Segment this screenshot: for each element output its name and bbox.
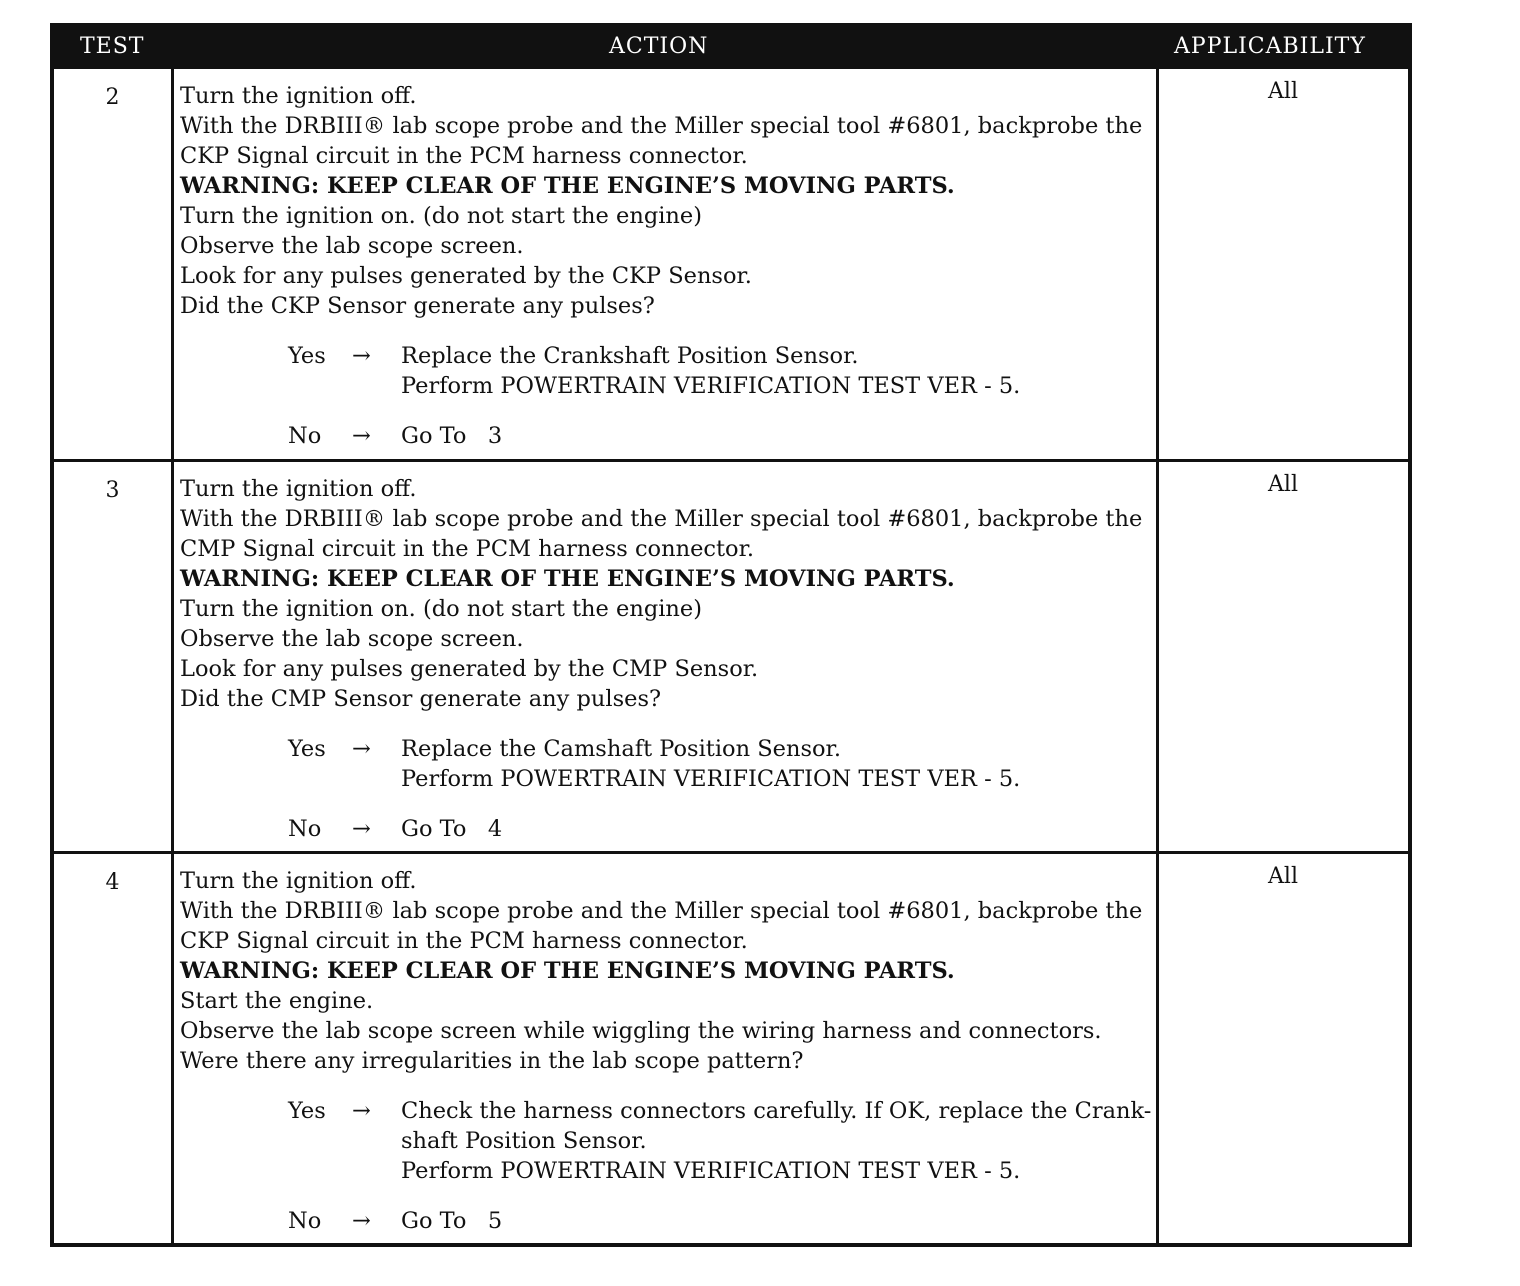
warning-text: WARNING: KEEP CLEAR OF THE ENGINE’S MOVING PARTS. [180,958,955,984]
yes-text [401,734,1161,794]
action-line: Observe the lab scope screen while wiggling the wiring harness and connectors. [180,1018,1102,1044]
yes-label: Yes [288,343,326,369]
yes-result [180,734,1155,794]
yes-line: Replace the Crankshaft Position Sensor. [401,343,859,369]
applicability-value: All [1268,472,1298,497]
action-line: Observe the lab scope screen. [180,233,524,259]
yes-line: Check the harness connectors carefully. If OK, replace the Crank- [401,1098,1152,1124]
action-line: With the DRBIII® lab scope probe and the Miller special tool #6801, backprobe the [180,113,1143,139]
no-label: No [288,816,322,842]
applicability-value: All [1268,864,1298,889]
test-number: 3 [105,478,120,503]
table-header [54,27,1408,69]
action-line: Turn the ignition on. (do not start the engine) [180,203,703,229]
test-number: 4 [105,870,120,895]
yes-line: Perform POWERTRAIN VERIFICATION TEST VER - 5. [401,1158,1021,1184]
yes-text [401,1096,1161,1186]
action-line: CKP Signal circuit in the PCM harness connector. [180,928,748,954]
test-number: 2 [105,85,120,110]
action-line: With the DRBIII® lab scope probe and the Miller special tool #6801, backprobe the [180,506,1143,532]
yes-label: Yes [288,736,326,762]
yes-label: Yes [288,1098,326,1124]
no-label: No [288,1208,322,1234]
table-row [54,459,1408,854]
no-label: No [288,423,322,449]
warning-text: WARNING: KEEP CLEAR OF THE ENGINE’S MOVING PARTS. [180,173,955,199]
action-cell [180,866,1155,1236]
yes-line: Perform POWERTRAIN VERIFICATION TEST VER - 5. [401,766,1021,792]
no-result [180,1206,1155,1236]
no-text: Go To 5 [401,1208,503,1234]
action-line: Look for any pulses generated by the CMP Sensor. [180,656,759,682]
yes-text [401,341,1161,401]
action-line: Were there any irregularities in the lab scope pattern? [180,1048,804,1074]
yes-result [180,1096,1155,1186]
no-text: Go To 4 [401,816,503,842]
warning-text: WARNING: KEEP CLEAR OF THE ENGINE’S MOVING PARTS. [180,566,955,592]
action-line: Did the CMP Sensor generate any pulses? [180,686,662,712]
action-cell [180,81,1155,451]
diagnostic-test-table [50,23,1412,1247]
action-line: With the DRBIII® lab scope probe and the Miller special tool #6801, backprobe the [180,898,1143,924]
yes-line: shaft Position Sensor. [401,1128,647,1154]
arrow-right-icon: → [352,816,371,842]
arrow-right-icon: → [352,343,371,369]
header-applicability: APPLICABILITY [1174,34,1366,59]
action-line: Observe the lab scope screen. [180,626,524,652]
arrow-right-icon: → [352,736,371,762]
no-result [180,421,1155,451]
action-line: CMP Signal circuit in the PCM harness connector. [180,536,755,562]
action-line: Start the engine. [180,988,374,1014]
no-result [180,814,1155,844]
action-line: CKP Signal circuit in the PCM harness connector. [180,143,748,169]
action-line: Turn the ignition off. [180,83,417,109]
action-line: Turn the ignition off. [180,868,417,894]
table-row [54,69,1408,462]
header-action: ACTION [609,34,709,59]
table-row [54,851,1408,1245]
yes-line: Replace the Camshaft Position Sensor. [401,736,841,762]
action-line: Turn the ignition off. [180,476,417,502]
no-text: Go To 3 [401,423,503,449]
arrow-right-icon: → [352,1208,371,1234]
action-line: Look for any pulses generated by the CKP Sensor. [180,263,752,289]
action-cell [180,474,1155,844]
action-line: Did the CKP Sensor generate any pulses? [180,293,655,319]
arrow-right-icon: → [352,1098,371,1124]
applicability-value: All [1268,79,1298,104]
action-line: Turn the ignition on. (do not start the engine) [180,596,703,622]
yes-result [180,341,1155,401]
header-test: TEST [80,34,145,59]
yes-line: Perform POWERTRAIN VERIFICATION TEST VER - 5. [401,373,1021,399]
arrow-right-icon: → [352,423,371,449]
